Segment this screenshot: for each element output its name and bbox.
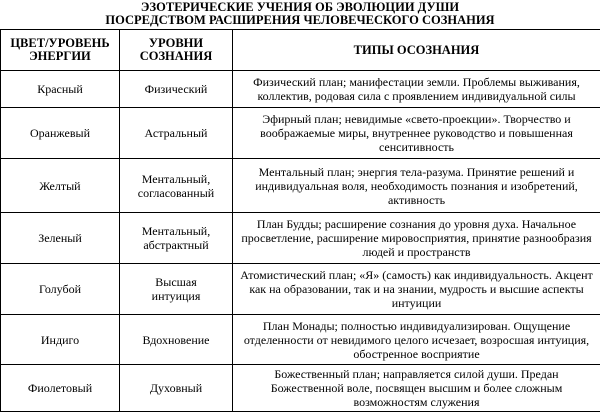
table-row bbox=[1, 213, 600, 264]
table-row bbox=[1, 159, 600, 213]
title-line-2: ПОСРЕДСТВОМ РАСШИРЕНИЯ ЧЕЛОВЕЧЕСКОГО СОЗНАНИЯ bbox=[0, 14, 600, 27]
header-level-line2: СОЗНАНИЯ bbox=[123, 50, 229, 63]
header-row bbox=[1, 30, 600, 71]
cell-level: Духовный bbox=[120, 365, 233, 412]
cell-color: Зеленый bbox=[1, 213, 120, 264]
soul-evolution-table bbox=[0, 29, 600, 412]
cell-level: Высшая интуиция bbox=[120, 264, 233, 315]
cell-description: План Будды; расширение сознания до уровня духа. Начальное просветление, расширение мировосприятия, принятие разнообразия людей и пространств bbox=[233, 213, 600, 264]
table-row bbox=[1, 365, 600, 412]
cell-color: Голубой bbox=[1, 264, 120, 315]
table-row bbox=[1, 108, 600, 159]
cell-description: Божественный план; направляется силой души. Предан Божественной воле, посвящен высшим и более сложным возможностям служения bbox=[233, 365, 600, 412]
cell-level: Астральный bbox=[120, 108, 233, 159]
header-color-line2: ЭНЕРГИИ bbox=[4, 50, 116, 63]
header-consciousness-level bbox=[120, 30, 233, 71]
table-title bbox=[0, 0, 600, 29]
table-row bbox=[1, 264, 600, 315]
header-color-energy bbox=[1, 30, 120, 71]
cell-color: Фиолетовый bbox=[1, 365, 120, 412]
table-row bbox=[1, 71, 600, 108]
header-level-line1: УРОВНИ bbox=[123, 37, 229, 50]
table-row bbox=[1, 315, 600, 365]
title-line-1: ЭЗОТЕРИЧЕСКИЕ УЧЕНИЯ ОБ ЭВОЛЮЦИИ ДУШИ bbox=[0, 1, 600, 14]
cell-description: Физический план; манифестации земли. Проблемы выживания, коллектив, родовая сила с проявлением индивидуальной силы bbox=[233, 71, 600, 108]
cell-color: Красный bbox=[1, 71, 120, 108]
cell-description: Атомистический план; «Я» (самость) как индивидуальность. Акцент как на образовании, так и на знании, мудрость и высшие аспекты интуиции bbox=[233, 264, 600, 315]
cell-color: Желтый bbox=[1, 159, 120, 213]
header-awareness-types: ТИПЫ ОСОЗНАНИЯ bbox=[233, 30, 600, 71]
cell-color: Индиго bbox=[1, 315, 120, 365]
cell-level: Физический bbox=[120, 71, 233, 108]
header-color-line1: ЦВЕТ/УРОВЕНЬ bbox=[4, 37, 116, 50]
cell-level: Ментальный, абстрактный bbox=[120, 213, 233, 264]
cell-description: Ментальный план; энергия тела-разума. Принятие решений и индивидуальная воля, необходимость познания и изобретений, активность bbox=[233, 159, 600, 213]
cell-description: План Монады; полностью индивидуализирован. Ощущение отделенности от невидимого целого исчезает, возросшая интуиция, обостренное восприятие bbox=[233, 315, 600, 365]
cell-description: Эфирный план; невидимые «свето-проекции». Творчество и воображаемые миры, внутреннее руководство и повышенная сенситивность bbox=[233, 108, 600, 159]
cell-level: Вдохновение bbox=[120, 315, 233, 365]
cell-level: Ментальный, согласованный bbox=[120, 159, 233, 213]
cell-color: Оранжевый bbox=[1, 108, 120, 159]
